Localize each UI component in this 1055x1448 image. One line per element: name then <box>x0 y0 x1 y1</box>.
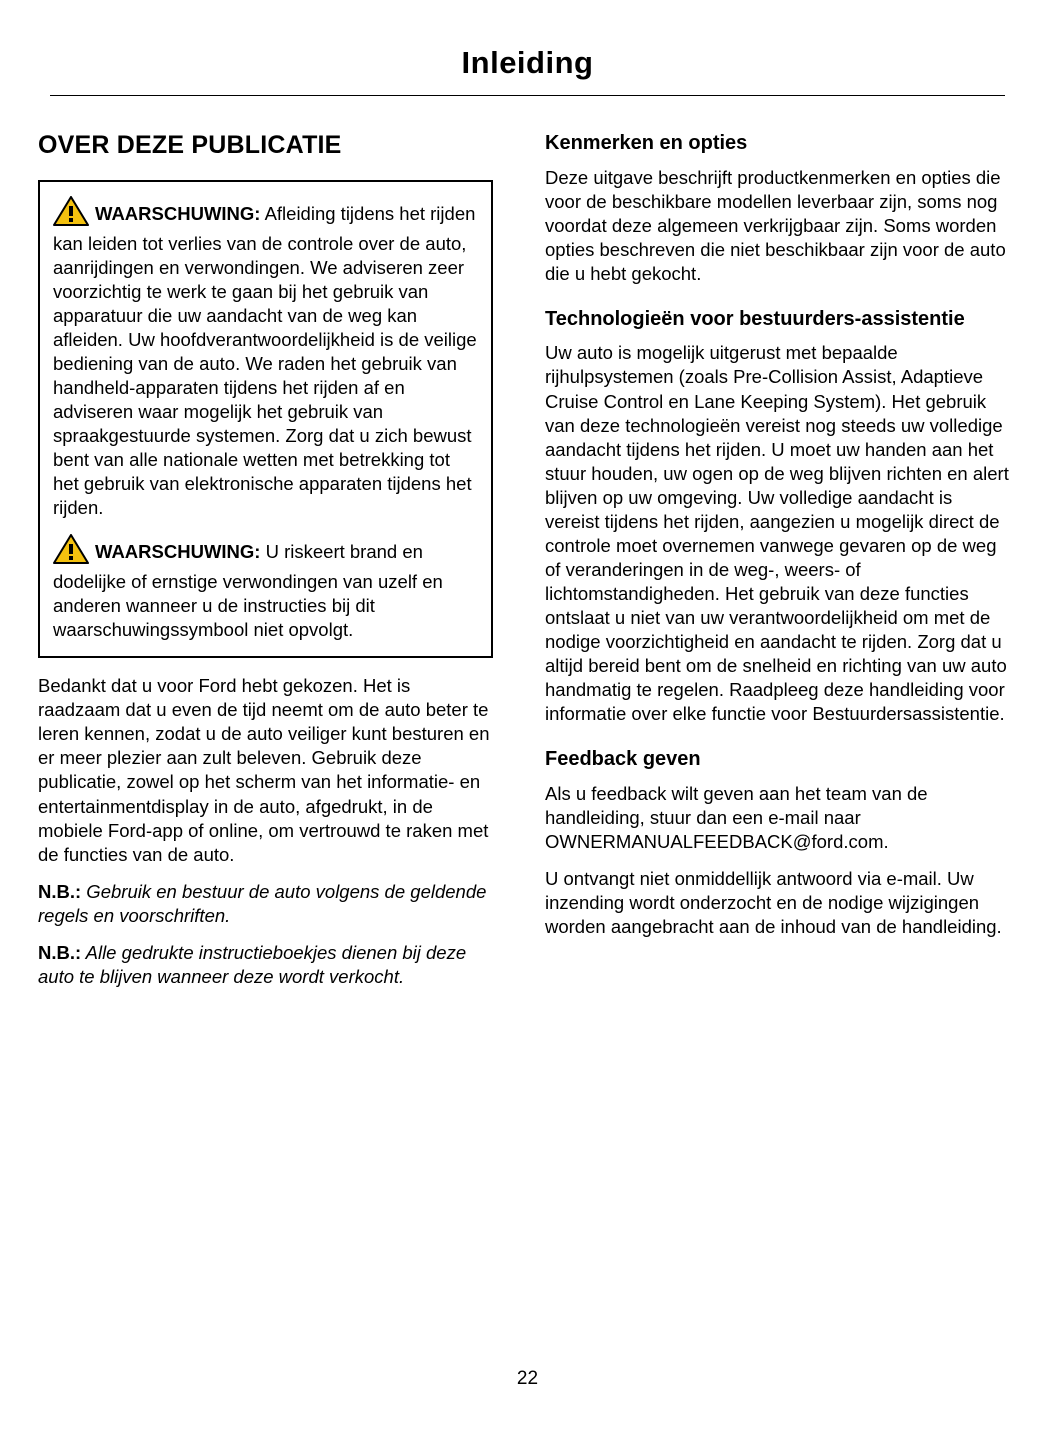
body-paragraph: Bedankt dat u voor Ford hebt gekozen. Het is raadzaam dat u even de tijd neemt om de auto beter te leren kennen, zodat u de auto veiliger kunt besturen en er meer plezier aan zult beleven. Gebruik deze publicatie, zowel op het scherm van het informatie- en entertainmentdisplay in de auto, afgedrukt, in de mobiele Ford-app of online, om vertrouwd te raken met de functies van de auto. <box>38 675 490 865</box>
page-title: Inleiding <box>461 45 594 80</box>
warning-box <box>38 180 493 659</box>
warning-text: U riskeert brand en dodelijke of ernstige verwondingen van uzelf en anderen wanneer u de instructies bij dit waarschuwingssymbool niet opvolgt. <box>53 541 443 641</box>
page-columns <box>38 132 1018 1002</box>
left-column <box>38 132 493 1002</box>
subsection-heading-driver-assist: Technologieën voor bestuurders-assistentie <box>545 307 965 330</box>
warning-label: WAARSCHUWING: <box>95 202 261 224</box>
note-paragraph <box>38 880 493 928</box>
note-label: N.B.: <box>38 880 82 902</box>
right-column <box>545 132 1010 1002</box>
note-text: Alle gedrukte instructieboekjes dienen bij deze auto te blijven wanneer deze wordt verkocht. <box>38 941 467 987</box>
warning-triangle-icon <box>53 196 89 232</box>
warning-paragraph <box>53 196 478 521</box>
subsection-heading-feedback: Feedback geven <box>545 748 701 771</box>
warning-text: Afleiding tijdens het rijden kan leiden tot verlies van de controle over de auto, aanrijdingen en verwondingen. We adviseren zeer voorzichtig te werk te gaan bij het gebruik van apparatuur die uw aandacht van de weg kan afleiden. Uw hoofdverantwoordelijkheid is de veilige bediening van de auto. We raden het gebruik van handheld-apparaten tijdens het rijden af en adviseren waar mogelijk het gebruik van spraakgestuurde systemen. Zorg dat u zich bewust bent van alle nationale wetten met betrekking tot het gebruik van elektronische apparaten tijdens het rijden. <box>53 202 477 519</box>
body-paragraph: Als u feedback wilt geven aan het team van de handleiding, stuur dan een e-mail naar OWNERMANUALFEEDBACK@ford.com. <box>545 782 928 852</box>
warning-triangle-icon <box>53 534 89 570</box>
section-heading: OVER DEZE PUBLICATIE <box>38 131 342 159</box>
body-paragraph: Uw auto is mogelijk uitgerust met bepaalde rijhulpsystemen (zoals Pre-Collision Assist, Adaptieve Cruise Control en Lane Keeping System). Het gebruik van deze technologieën vereist nog steeds uw volledige aandacht tijdens het rijden. U moet uw handen aan het stuur houden, uw ogen op de weg blijven richten en alert blijven op uw omgeving. Uw volledige aandacht is vereist tijdens het rijden, aangezien u mogelijk direct de controle moet overnemen vanwege gevaren op de weg of veranderingen in de weg-, weers- of lichtomstandigheden. Het gebruik van deze functies ontslaat u niet van uw verantwoordelijkheid om met de nodige voorzichtigheid en aandacht te rijden. Zorg dat u altijd bereid bent om de snelheid en richting van uw auto handmatig te regelen. Raadpleeg deze handleiding voor informatie over elke functie voor Bestuurdersassistentie. <box>545 342 1009 725</box>
warning-label: WAARSCHUWING: <box>95 541 261 563</box>
body-paragraph: Deze uitgave beschrijft productkenmerken en opties die voor de beschikbare modellen leverbaar zijn, soms nog voordat deze algemeen verkrijgbaar zijn. Soms worden opties beschreven die niet beschikbaar zijn voor de auto die u hebt gekocht. <box>545 166 1006 284</box>
header-divider <box>50 95 1005 96</box>
page-header <box>35 45 1020 96</box>
note-text: Gebruik en bestuur de auto volgens de geldende regels en voorschriften. <box>38 880 487 926</box>
subsection-heading-features: Kenmerken en opties <box>545 132 748 154</box>
note-paragraph <box>38 941 493 989</box>
page-footer <box>0 1368 1055 1390</box>
body-paragraph: U ontvangt niet onmiddellijk antwoord via e-mail. Uw inzending wordt onderzocht en de nodige wijzigingen worden aangebracht aan de inhoud van de handleiding. <box>545 867 1002 937</box>
warning-paragraph <box>53 534 478 642</box>
page-number: 22 <box>516 1368 539 1389</box>
note-label: N.B.: <box>38 941 82 963</box>
